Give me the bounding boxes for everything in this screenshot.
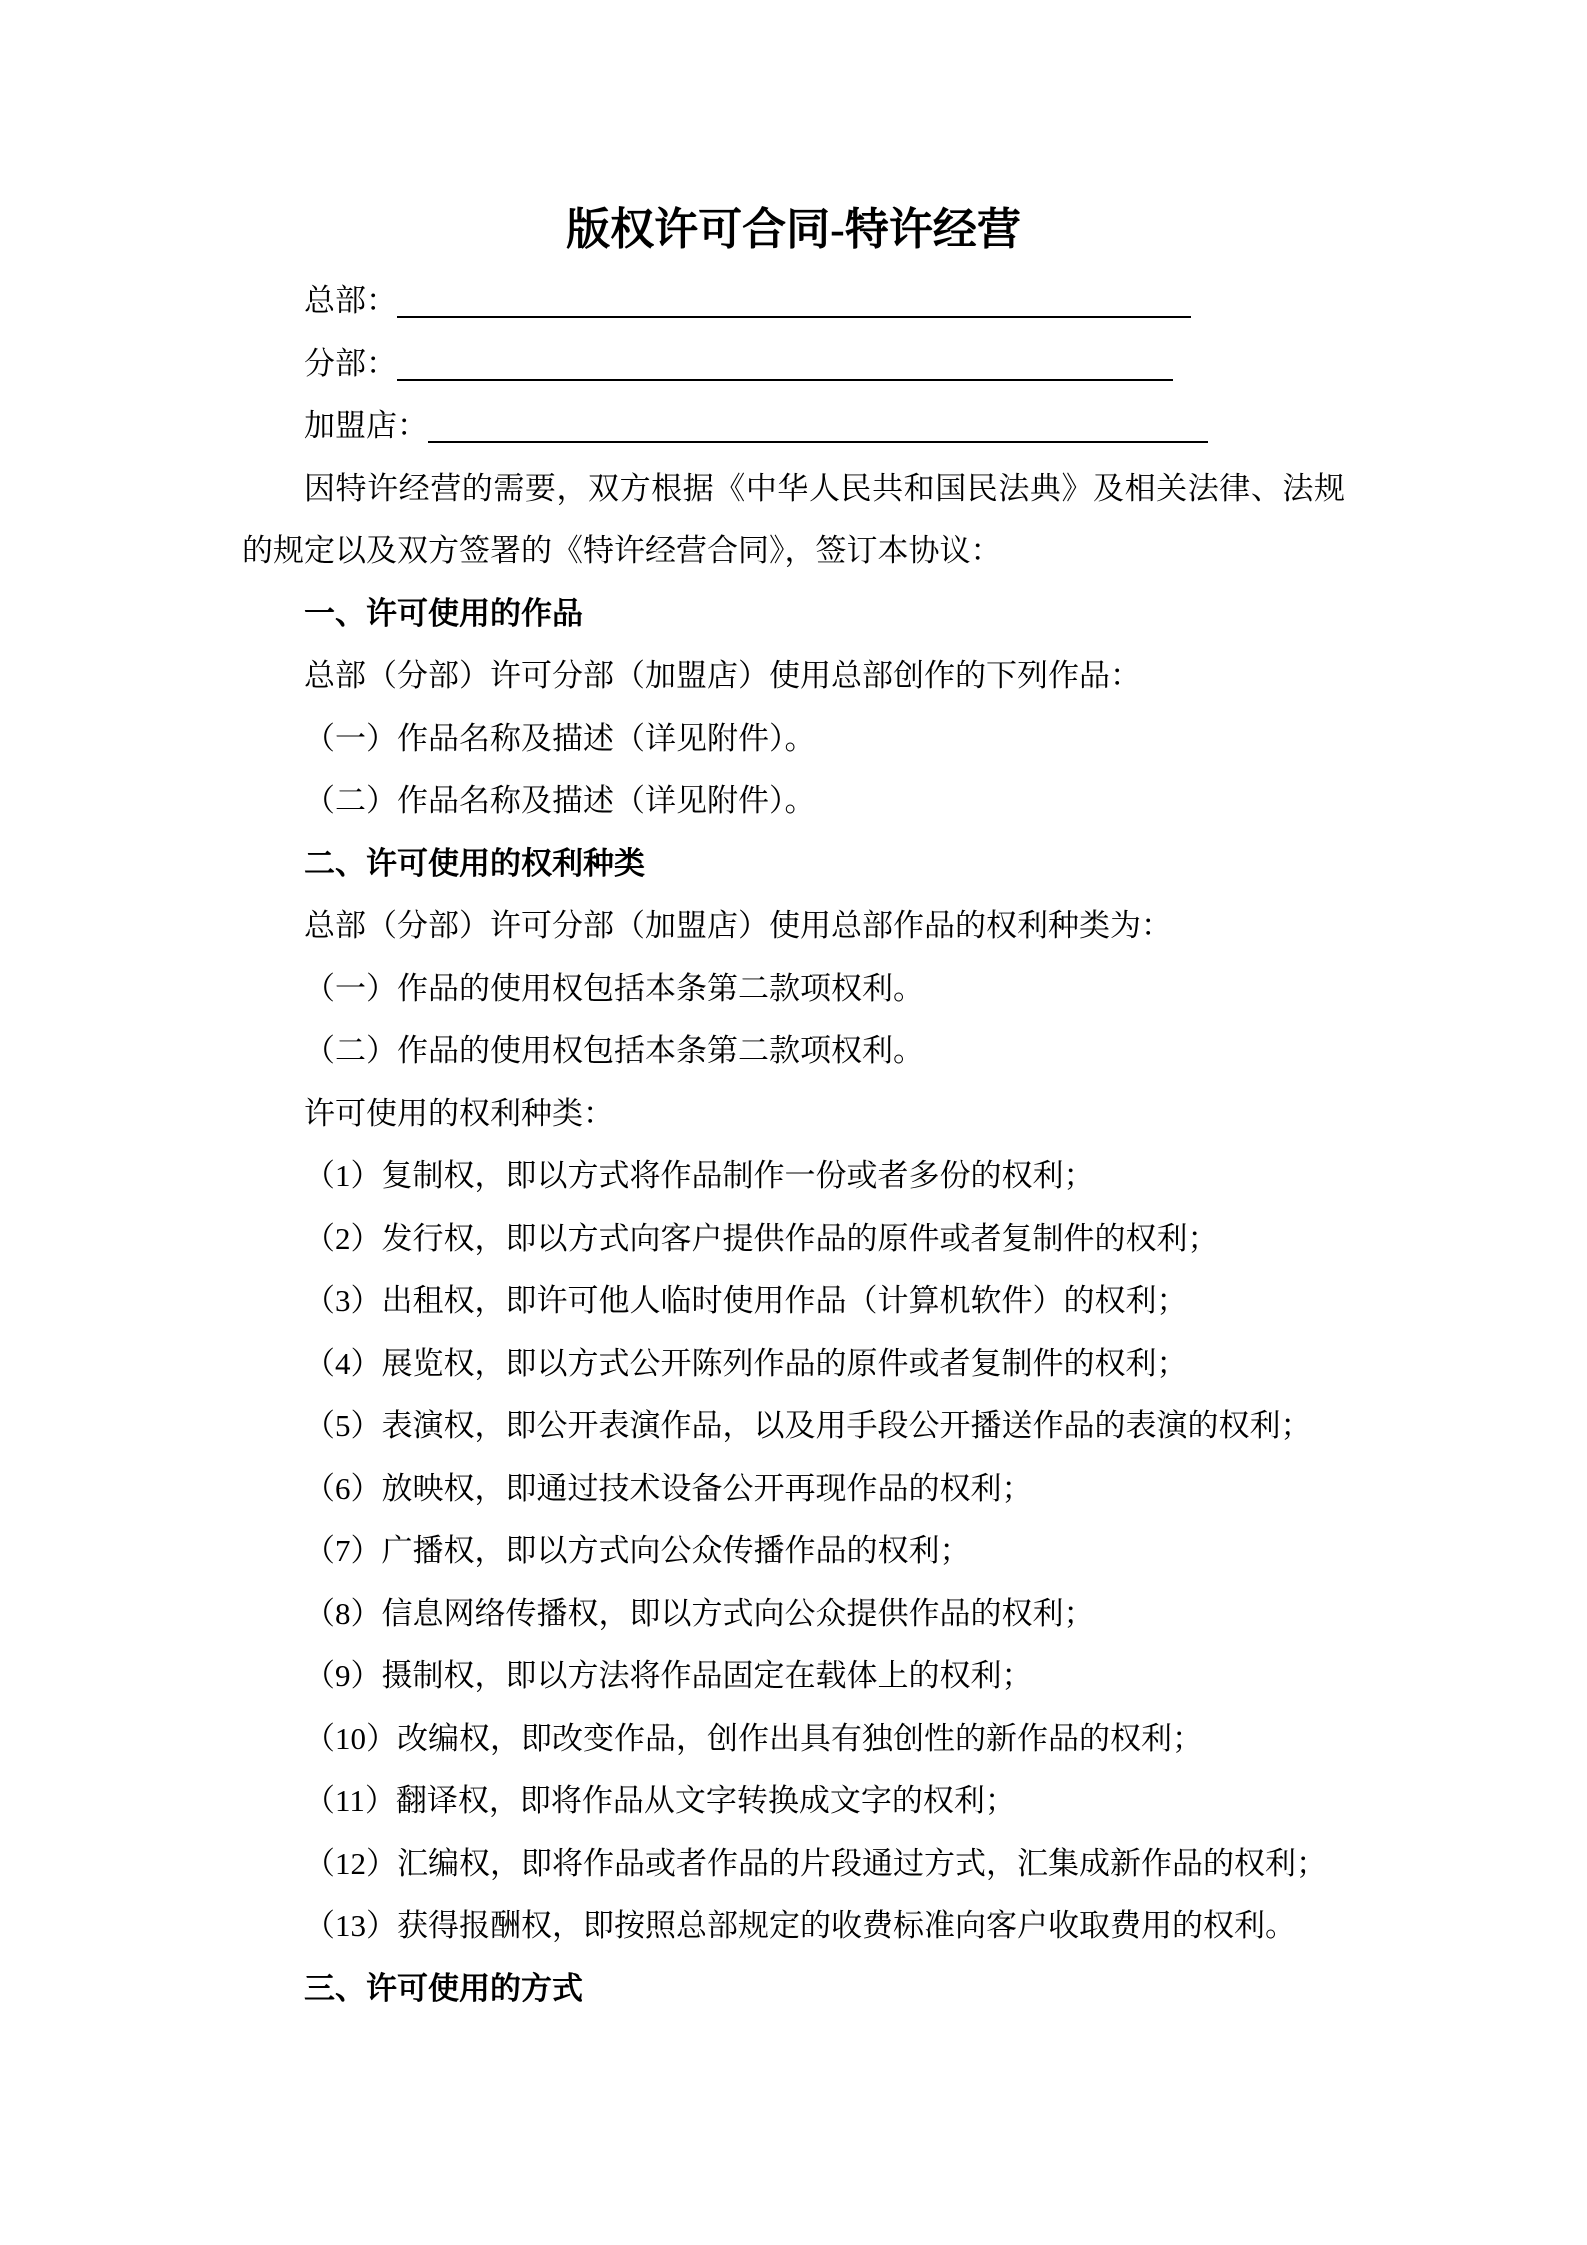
rights-item-4-exhibition: （4）展览权，即以方式公开陈列作品的原件或者复制件的权利； <box>304 1345 1188 1381</box>
document-title: 版权许可合同-特许经营 <box>566 205 1021 254</box>
section-heading-3-usage-method: 三、许可使用的方式 <box>304 1970 583 2006</box>
rights-item-3-rental: （3）出租权，即许可他人临时使用作品（计算机软件）的权利； <box>304 1283 1188 1318</box>
intro-paragraph: 因特许经营的需要，双方根据《中华人民共和国民法典》及相关法律、法规的规定以及双方签署的《特许经营合同》，签订本协议： <box>242 470 1345 568</box>
rights-list-intro: 许可使用的权利种类： <box>304 1095 614 1131</box>
field-line-headquarters <box>242 270 1345 333</box>
branch-label: 分部： <box>304 345 397 381</box>
section-2-item-1: （一）作品的使用权包括本条第二款项权利。 <box>304 970 924 1006</box>
rights-item-9-filming: （9）摄制权，即以方法将作品固定在载体上的权利； <box>304 1658 1033 1693</box>
franchise-store-label: 加盟店： <box>304 408 428 443</box>
rights-item-7-broadcast: （7）广播权，即以方式向公众传播作品的权利； <box>304 1533 971 1568</box>
rights-item-5-performance: （5）表演权，即公开表演作品，以及用手段公开播送作品的表演的权利； <box>304 1408 1312 1443</box>
rights-item-10-adaptation: （10）改编权，即改变作品，创作出具有独创性的新作品的权利； <box>304 1720 1203 1756</box>
franchise-store-blank-field[interactable] <box>428 405 1208 443</box>
rights-item-1-reproduction: （1）复制权，即以方式将作品制作一份或者多份的权利； <box>304 1158 1095 1193</box>
rights-item-13-remuneration: （13）获得报酬权，即按照总部规定的收费标准向客户收取费用的权利。 <box>304 1908 1296 1943</box>
section-1-lead-paragraph: 总部（分部）许可分部（加盟店）使用总部创作的下列作品： <box>304 658 1141 693</box>
branch-blank-field[interactable] <box>397 343 1173 381</box>
field-line-branch <box>242 333 1345 396</box>
section-heading-2-rights-types: 二、许可使用的权利种类 <box>304 845 645 881</box>
rights-item-12-compilation: （12）汇编权，即将作品或者作品的片段通过方式，汇集成新作品的权利； <box>304 1845 1327 1881</box>
section-2-item-2: （二）作品的使用权包括本条第二款项权利。 <box>304 1033 924 1068</box>
rights-item-6-screening: （6）放映权，即通过技术设备公开再现作品的权利； <box>304 1470 1033 1506</box>
section-heading-1-licensed-works: 一、许可使用的作品 <box>304 595 583 631</box>
rights-item-8-network-transmission: （8）信息网络传播权，即以方式向公众提供作品的权利； <box>304 1595 1095 1631</box>
section-1-item-2: （二）作品名称及描述（详见附件）。 <box>304 783 816 818</box>
rights-item-11-translation: （11）翻译权，即将作品从文字转换成文字的权利； <box>304 1783 1016 1818</box>
rights-item-2-distribution: （2）发行权，即以方式向客户提供作品的原件或者复制件的权利； <box>304 1220 1219 1256</box>
section-1-item-1: （一）作品名称及描述（详见附件）。 <box>304 720 816 756</box>
headquarters-blank-field[interactable] <box>397 280 1191 318</box>
headquarters-label: 总部： <box>304 283 397 318</box>
section-2-lead-paragraph: 总部（分部）许可分部（加盟店）使用总部作品的权利种类为： <box>304 908 1172 943</box>
field-line-franchise-store <box>242 395 1345 458</box>
